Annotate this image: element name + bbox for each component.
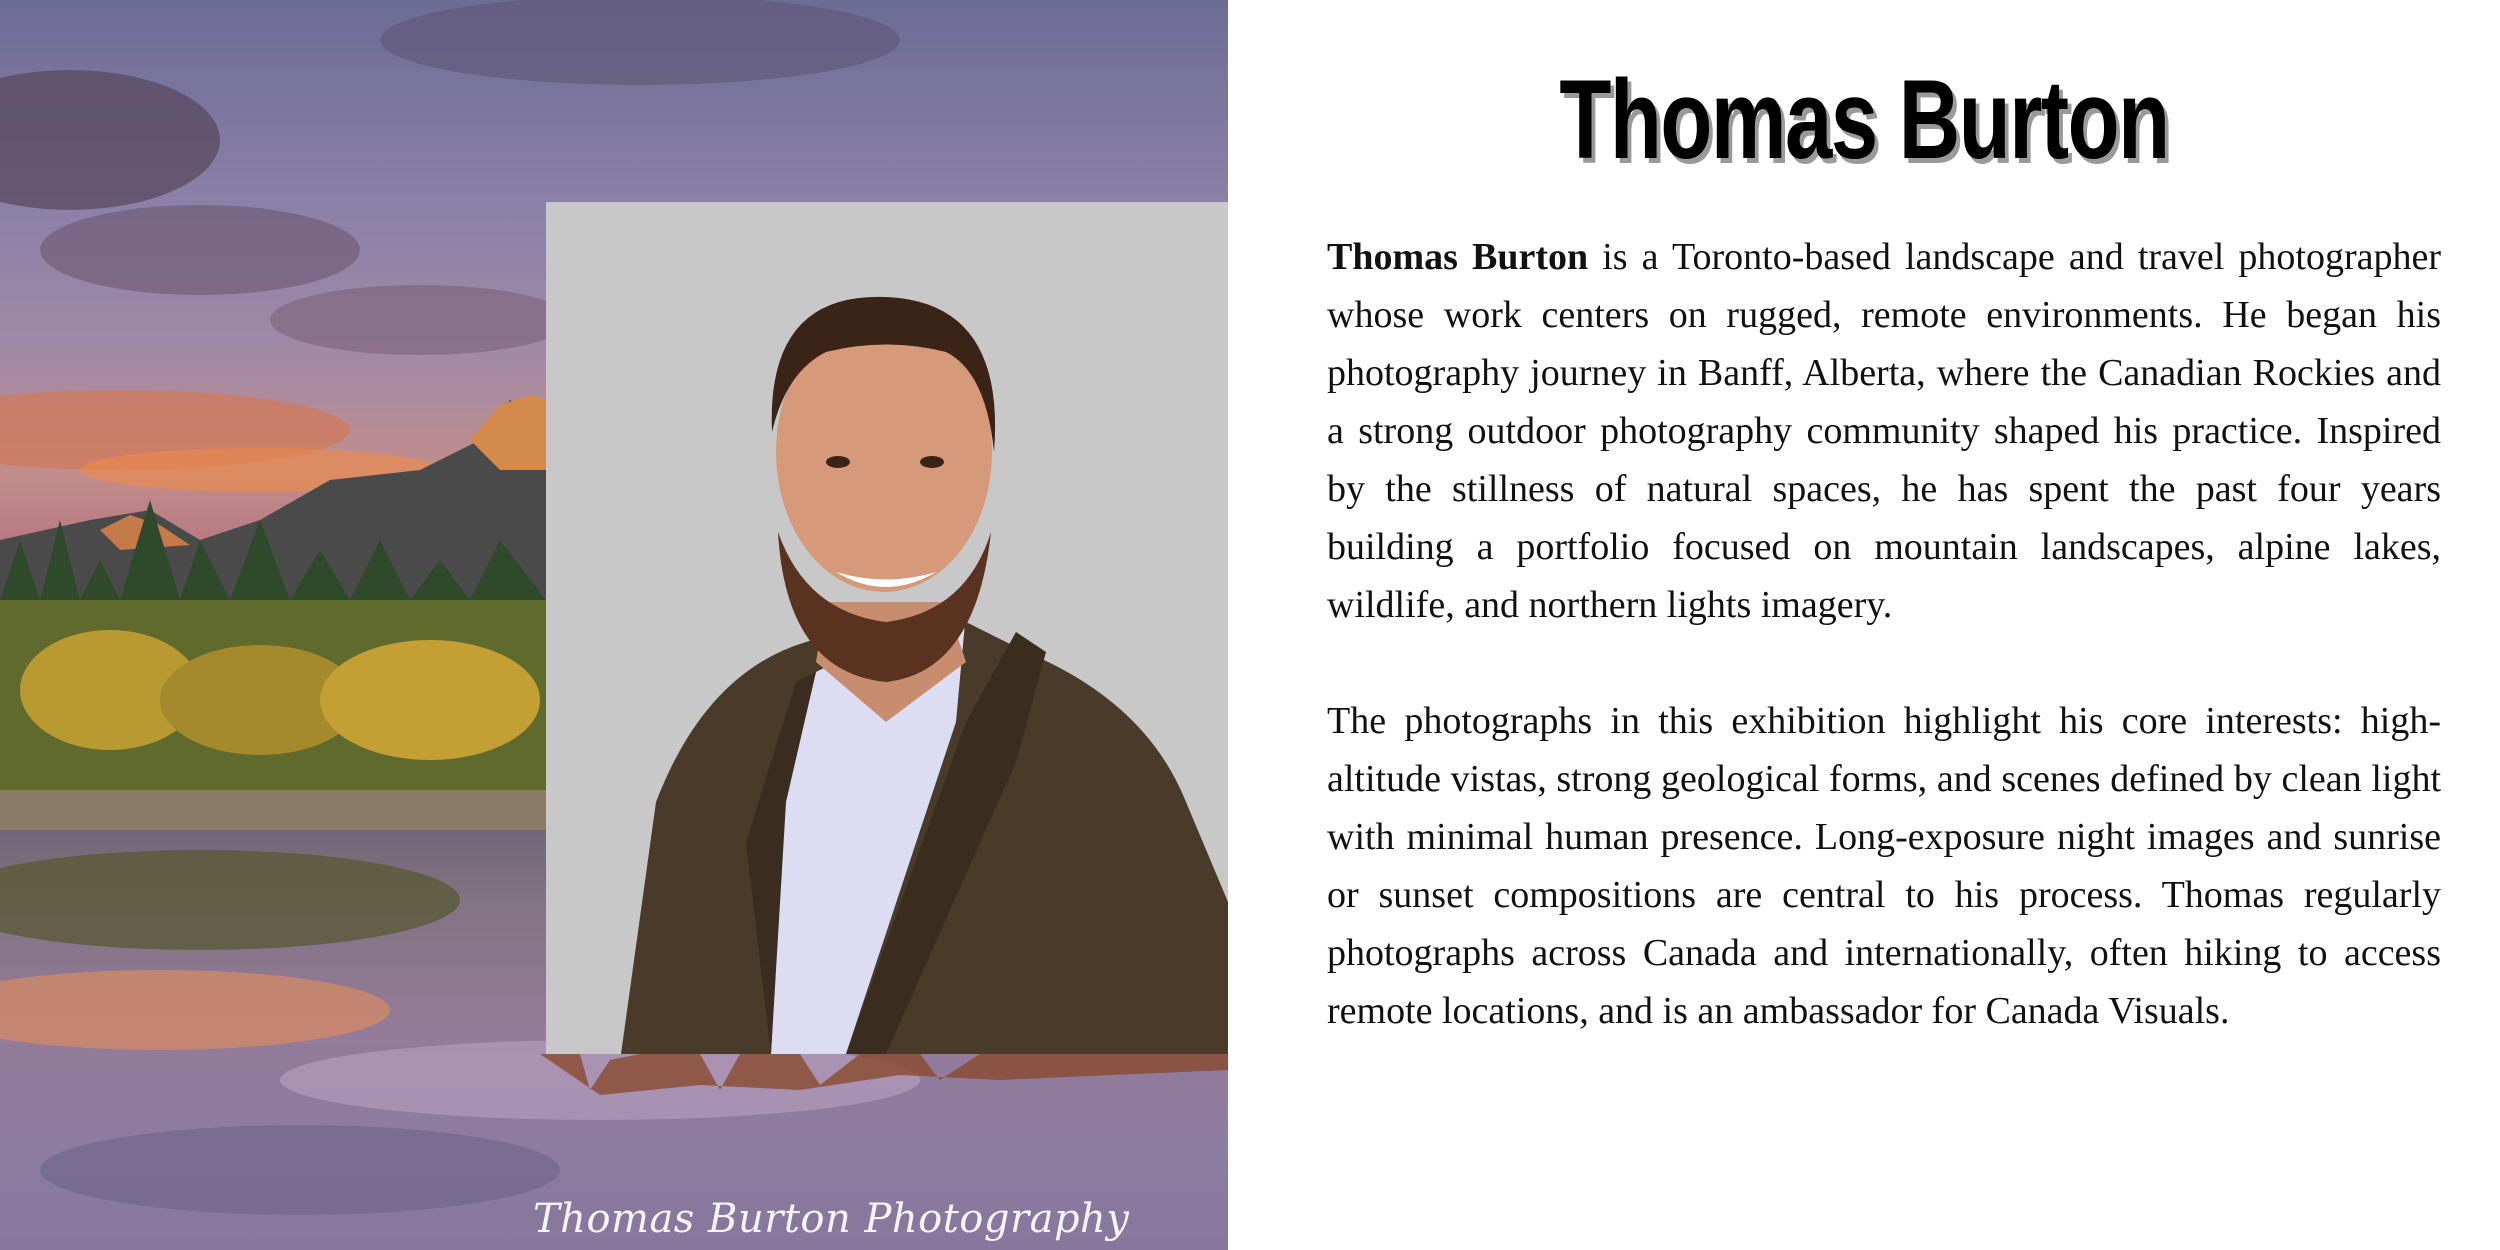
page-title: Thomas Burton	[1559, 57, 2169, 182]
person-portrait-icon	[546, 202, 1228, 1054]
bio-paragraph-1	[1327, 228, 2441, 634]
bio-name-bold: Thomas Burton	[1327, 236, 1589, 278]
photography-watermark: Thomas Burton Photography	[533, 1196, 1130, 1242]
portrait-photo	[546, 202, 1228, 1054]
landscape-photo	[0, 0, 1228, 1250]
bio-paragraph-1-text: is a Toronto-based landscape and travel photographer whose work centers on rugged, remote environments. He began his photography journey in Banff, Alberta, where the Canadian Rockies and a strong outdoor photography community shaped his practice. Inspired by the stillness of natural spaces, he has spent the past four years building a portfolio focused on mountain landscapes, alpine lakes, wildlife, and northern lights imagery.	[1327, 236, 2442, 626]
bio-text	[1327, 228, 2441, 1040]
bio-paragraph-2: The photographs in this exhibition highlight his core interests: high-altitude vistas, strong geological forms, and scenes defined by clean light with minimal human presence. Long-exposure night images and sunrise or sunset compositions are central to his process. Thomas regularly photographs across Canada and internationally, often hiking to access remote locations, and is an ambassador for Canada Visuals.	[1327, 700, 2441, 1032]
bio-panel	[1228, 0, 2500, 1250]
